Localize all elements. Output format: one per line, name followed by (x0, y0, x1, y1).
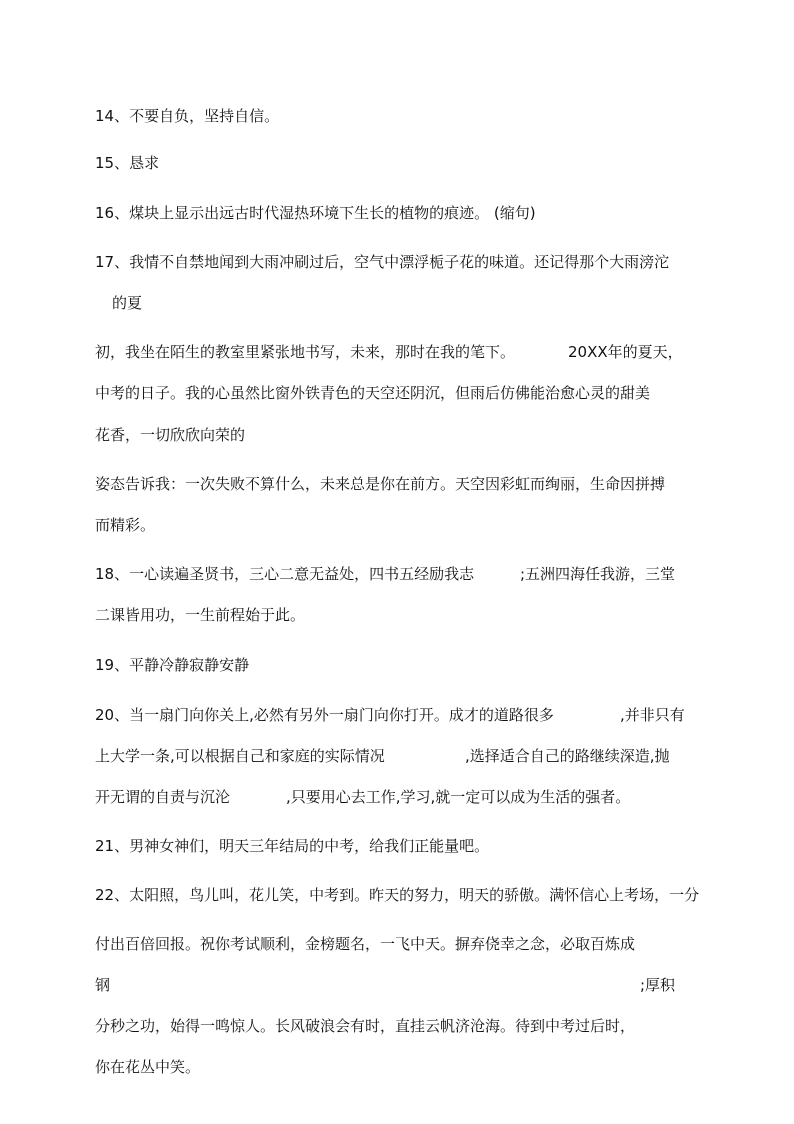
item-17-line-3: 初，我坐在陌生的教室里紧张地书写，未来，那时在我的笔下。 (95, 343, 516, 361)
item-18-line-1-right: ;五洲四海任我游，三堂 (520, 565, 676, 583)
item-20-line-2: 上大学一条,可以根据自己和家庭的实际情况 (95, 747, 385, 765)
item-22-line-3-right: ;厚积 (640, 976, 676, 994)
item-22-line-3: 钢 (95, 976, 111, 994)
item-20-line-3: 开无谓的自责与沉沦 (95, 788, 231, 806)
item-17-line-4: 中考的日子。我的心虽然比窗外铁青色的天空还阴沉，但雨后仿佛能治愈心灵的甜美 (95, 384, 651, 402)
item-15: 15、恳求 (95, 154, 160, 172)
item-22-line-4: 分秒之功，始得一鸣惊人。长风破浪会有时，直挂云帆济沧海。待到中考过后时， (95, 1017, 636, 1035)
item-17-line-1: 17、我情不自禁地闻到大雨冲刷过后，空气中漂浮栀子花的味道。还记得那个大雨滂沱 (95, 253, 670, 271)
item-17-line-7: 而精彩。 (95, 516, 156, 534)
item-18-line-2: 二课皆用功，一生前程始于此。 (95, 606, 306, 624)
item-14: 14、不要自负，坚持自信。 (95, 107, 280, 125)
item-16: 16、煤块上显示出远古时代湿热环境下生长的植物的痕迹。 (缩句) (95, 204, 536, 222)
item-17-line-6: 姿态告诉我：一次失败不算什么，未来总是你在前方。天空因彩虹而绚丽，生命因拼搏 (95, 475, 666, 493)
item-18-line-1: 18、一心读遍圣贤书，三心二意无益处，四书五经励我志 (95, 565, 475, 583)
item-17-line-5: 花香，一切欣欣向荣的 (95, 426, 246, 444)
item-20-line-3-right: ,只要用心去工作,学习,就一定可以成为生活的强者。 (286, 788, 631, 806)
item-22-line-2: 付出百倍回报。祝你考试顺利，金榜题名，一飞中天。摒弃侥幸之念，必取百炼成 (95, 935, 636, 953)
item-22-line-1: 22、太阳照，鸟儿叫，花儿笑，中考到。昨天的努力，明天的骄傲。满怀信心上考场，一分 (95, 886, 700, 904)
item-20-line-1-right: ,并非只有 (620, 706, 685, 724)
item-17-line-3-right: 20XX年的夏天， (568, 343, 683, 361)
item-21: 21、男神女神们，明天三年结局的中考，给我们正能量吧。 (95, 837, 490, 855)
item-20-line-2-right: ,选择适合自己的路继续深造,抛 (465, 747, 670, 765)
item-19: 19、平静冷静寂静安静 (95, 656, 250, 674)
item-22-line-5: 你在花丛中笑。 (95, 1058, 201, 1076)
item-17-line-2: 的夏 (112, 294, 143, 312)
item-20-line-1: 20、当一扇门向你关上,必然有另外一扇门向你打开。成才的道路很多 (95, 706, 554, 724)
